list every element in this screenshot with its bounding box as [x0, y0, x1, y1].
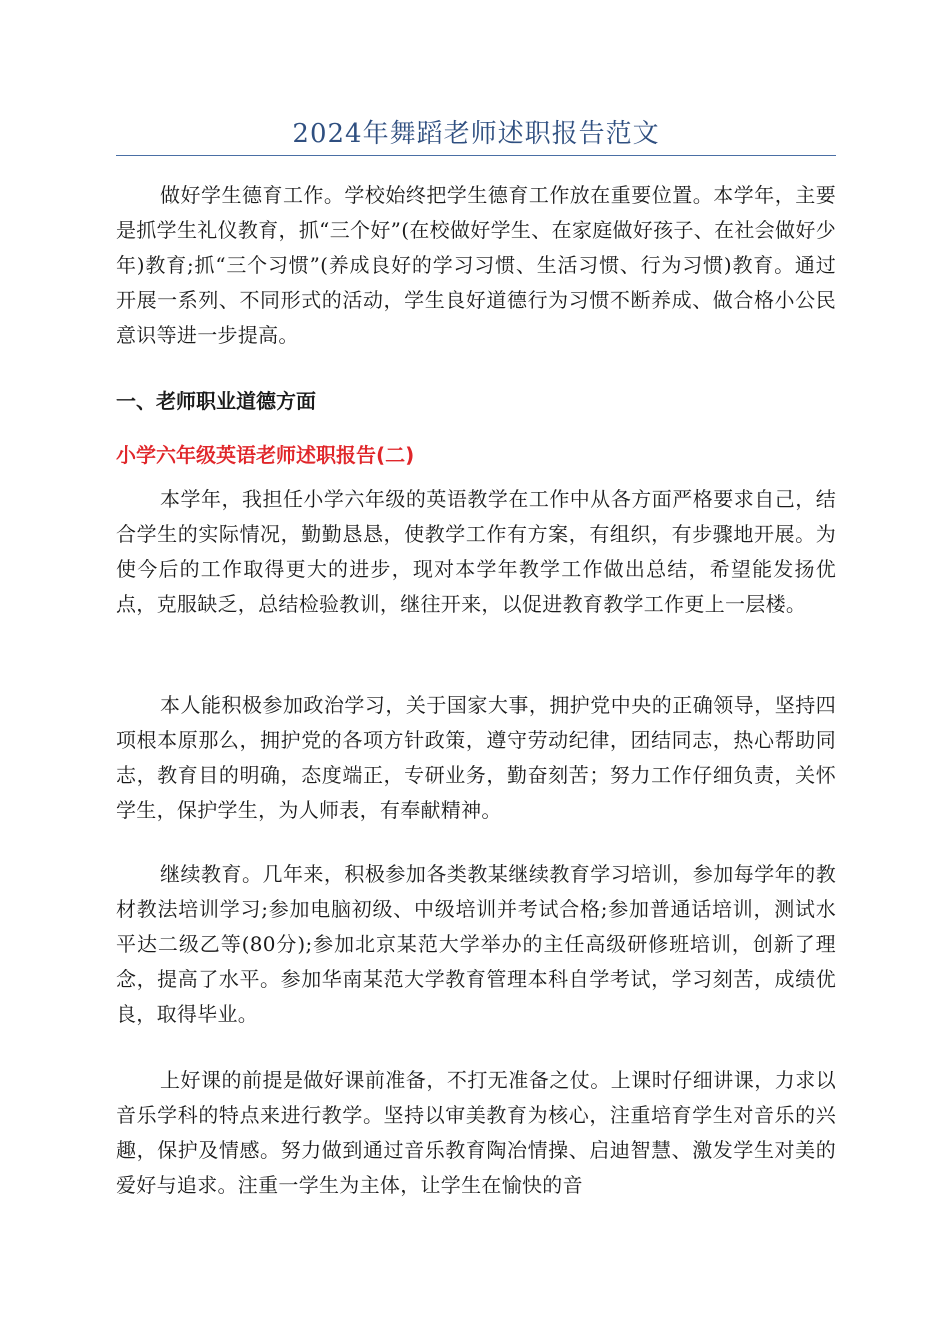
body-paragraph-3: 继续教育。几年来，积极参加各类教某继续教育学习培训，参加每学年的教材教法培训学习;参加电脑初级、中级培训并考试合格;参加普通话培训，测试水平达二级乙等(80分);参加北京某范大学举办的主任高级研修班培训，创新了理念，提高了水平。参加华南某范大学教育管理本科自学考试，学习刻苦，成绩优良，取得毕业。 — [116, 862, 836, 1026]
body-paragraph-2: 本人能积极参加政治学习，关于国家大事，拥护党中央的正确领导，坚持四项根本原那么，拥护党的各项方针政策，遵守劳动纪律，团结同志，热心帮助同志，教育目的明确，态度端正，专研业务，勤奋刻苦；努力工作仔细负责，关怀学生，保护学生，为人师表，有奉献精神。 — [116, 693, 836, 822]
title-underline — [116, 155, 836, 156]
document-title: 2024年舞蹈老师述职报告范文 — [292, 119, 660, 149]
intro-paragraph: 做好学生德育工作。学校始终把学生德育工作放在重要位置。本学年，主要是抓学生礼仪教育，抓“三个好”(在校做好学生、在家庭做好孩子、在社会做好少年)教育;抓“三个习惯”(养成良好的学习习惯、生活习惯、行为习惯)教育。通过开展一系列、不同形式的活动，学生良好道德行为习惯不断养成、做合格小公民意识等进一步提高。 — [116, 183, 836, 347]
section-heading: 一、老师职业道德方面 — [116, 389, 316, 413]
body-paragraph-1: 本学年，我担任小学六年级的英语教学在工作中从各方面严格要求自己，结合学生的实际情况，勤勤恳恳，使教学工作有方案，有组织，有步骤地开展。为使今后的工作取得更大的进步，现对本学年教学工作做出总结，希望能发扬优点，克服缺乏，总结检验教训，继往开来，以促进教育教学工作更上一层楼。 — [116, 487, 836, 616]
subtitle-heading: 小学六年级英语老师述职报告(二) — [116, 443, 415, 467]
body-paragraph-4: 上好课的前提是做好课前准备，不打无准备之仗。上课时仔细讲课，力求以音乐学科的特点来进行教学。坚持以审美教育为核心，注重培育学生对音乐的兴趣，保护及情感。努力做到通过音乐教育陶冶情操、启迪智慧、激发学生对美的爱好与追求。注重一学生为主体，让学生在愉快的音 — [116, 1068, 836, 1197]
